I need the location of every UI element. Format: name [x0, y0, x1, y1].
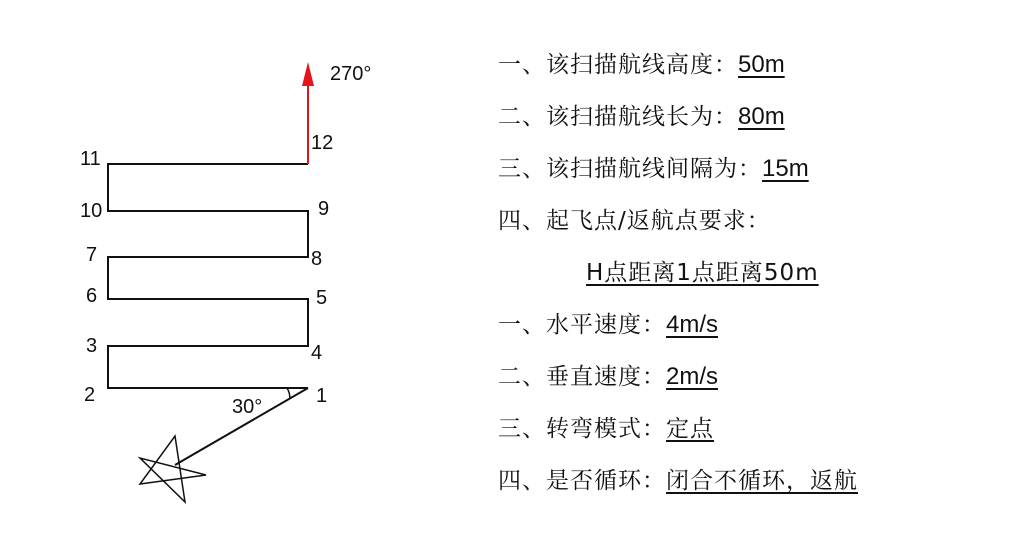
- spec-home-requirement: [498, 201, 771, 241]
- spec-label: 四、是否循环：: [498, 468, 666, 494]
- spec-spacing: [498, 149, 809, 189]
- point-label-10: 10: [80, 200, 103, 222]
- spec-label: 三、转弯模式：: [498, 416, 666, 442]
- spec-value: 闭合不循环，返航: [666, 468, 858, 494]
- spec-loop: [498, 461, 858, 501]
- point-label-7: 7: [86, 244, 98, 266]
- flight-path-diagram: [0, 0, 480, 559]
- angle-label: 30°: [232, 396, 263, 418]
- spec-label: 三、该扫描航线间隔为：: [498, 156, 762, 182]
- point-label-6: 6: [86, 285, 98, 307]
- spec-label: 四、起飞点/返航点要求：: [498, 208, 771, 234]
- spec-home-distance: [586, 253, 819, 293]
- point-label-9: 9: [318, 198, 330, 220]
- point-label-2: 2: [84, 384, 96, 406]
- heading-label: 270°: [330, 63, 372, 85]
- spec-value: 50m: [738, 51, 785, 78]
- point-label-8: 8: [311, 248, 323, 270]
- spec-length: [498, 97, 785, 137]
- point-label-11: 11: [80, 148, 101, 170]
- spec-label: 一、该扫描航线高度：: [498, 52, 738, 78]
- scan-route-path: [108, 164, 308, 388]
- spec-turn-mode: [498, 409, 714, 449]
- point-label-1: 1: [316, 385, 328, 407]
- point-label-12: 12: [311, 132, 334, 154]
- spec-label: 一、水平速度：: [498, 312, 666, 338]
- spec-horizontal-speed: [498, 305, 718, 345]
- spec-value: H点距离1点距离50m: [586, 260, 819, 286]
- spec-label: 二、垂直速度：: [498, 364, 666, 390]
- point-label-3: 3: [86, 335, 98, 357]
- angle-arc: [287, 388, 290, 399]
- heading-arrow-icon: [302, 62, 314, 86]
- spec-value: 2m/s: [666, 363, 719, 390]
- spec-value: 15m: [762, 155, 809, 182]
- spec-label: 二、该扫描航线长为：: [498, 104, 738, 130]
- spec-vertical-speed: [498, 357, 718, 397]
- spec-altitude: [498, 45, 785, 85]
- spec-value: 80m: [738, 103, 785, 130]
- star-icon: [140, 436, 206, 502]
- spec-value: 定点: [666, 416, 714, 442]
- point-label-4: 4: [311, 342, 323, 364]
- point-label-5: 5: [316, 287, 328, 309]
- spec-value: 4m/s: [666, 311, 719, 338]
